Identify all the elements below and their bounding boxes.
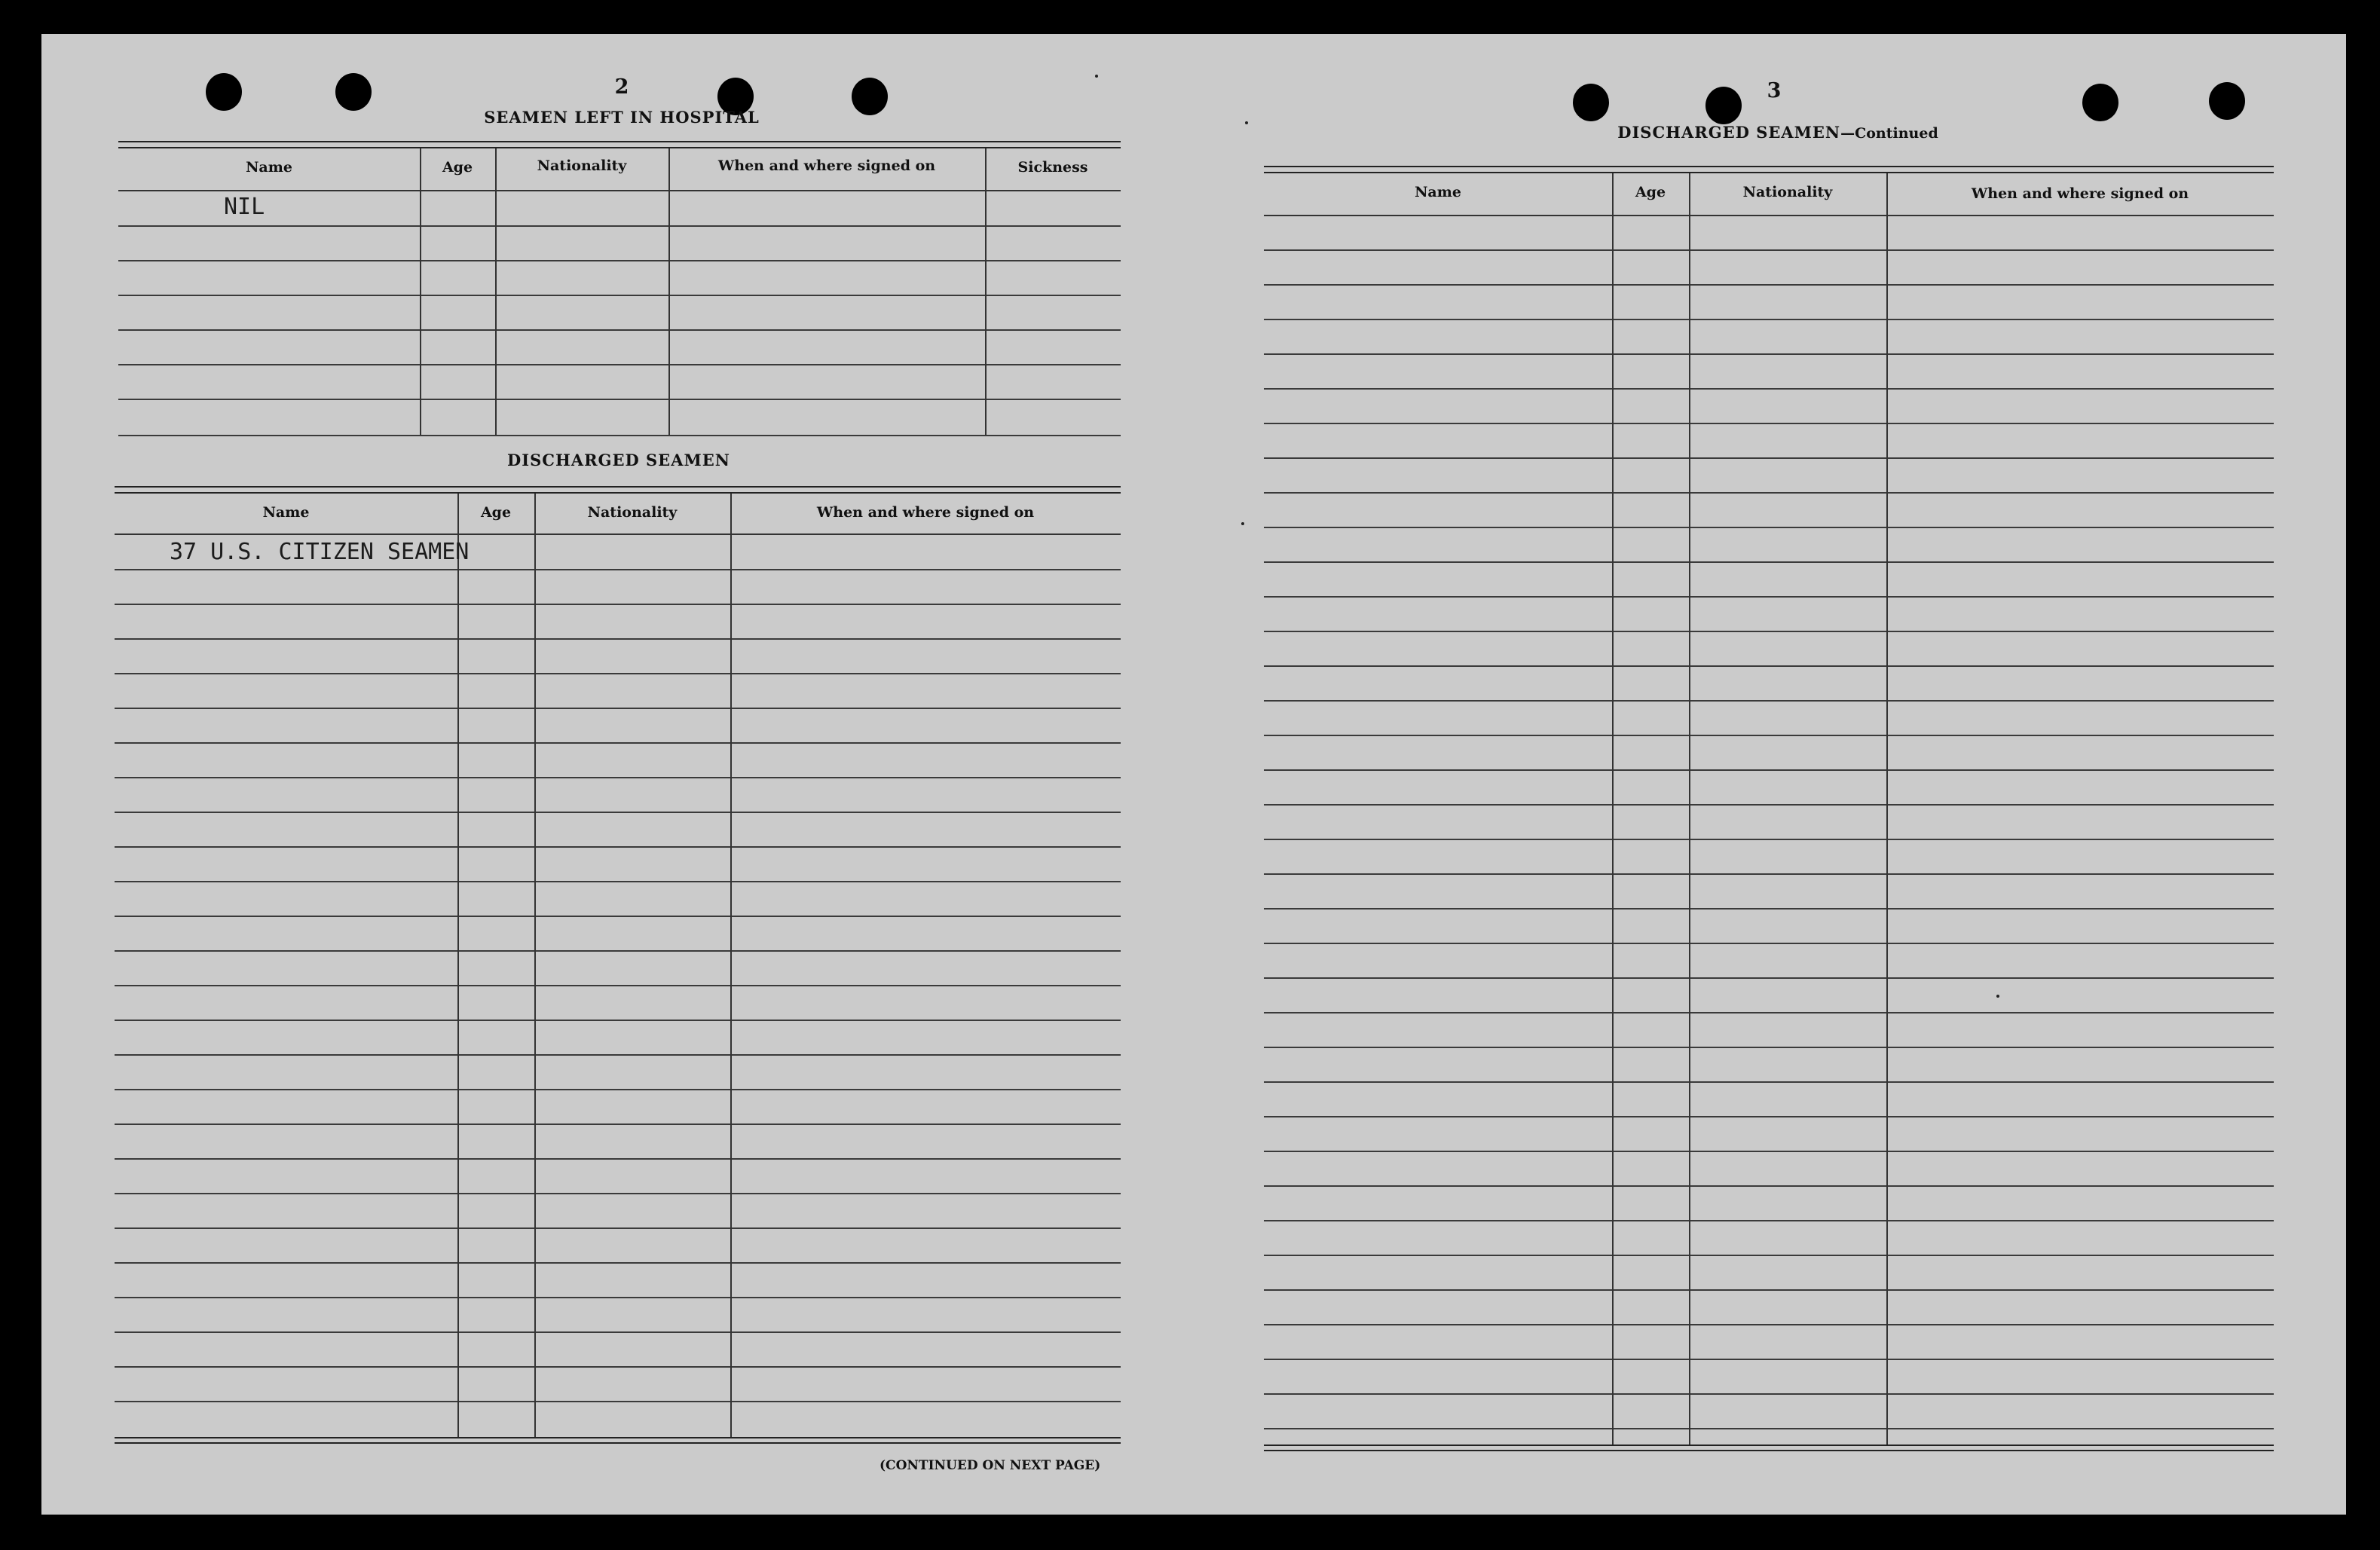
column-header-age: Age — [442, 159, 473, 176]
table-row — [115, 604, 1121, 605]
table-row — [115, 1124, 1121, 1125]
punch-hole — [2209, 82, 2245, 120]
table-header-rule — [1264, 215, 2274, 216]
table-row — [1264, 665, 2274, 667]
punch-hole — [206, 73, 242, 111]
table-row — [1264, 1324, 2274, 1325]
column-divider — [1689, 173, 1690, 1445]
table-row — [118, 329, 1121, 331]
table-row — [115, 1193, 1121, 1194]
column-divider — [730, 494, 732, 1437]
table-row — [1264, 908, 2274, 910]
table-row — [1264, 873, 2274, 875]
table-row — [1264, 1428, 2274, 1429]
table-row — [1264, 561, 2274, 563]
column-header-name: Name — [246, 159, 292, 176]
table-row — [115, 1020, 1121, 1021]
table-row — [1264, 735, 2274, 736]
punch-hole — [852, 78, 888, 115]
table-row — [118, 225, 1121, 227]
table-row — [1264, 1289, 2274, 1291]
column-header-signed-on: When and where signed on — [717, 157, 936, 174]
column-header-signed-on: When and where signed on — [816, 504, 1035, 521]
table-row — [1264, 423, 2274, 424]
punch-hole — [335, 73, 372, 111]
right-section-title-main: DISCHARGED SEAMEN — [1617, 123, 1841, 142]
table-row — [115, 1401, 1121, 1402]
hospital-section-title: SEAMEN LEFT IN HOSPITAL — [484, 108, 760, 127]
table-row — [1264, 839, 2274, 840]
table-row — [115, 1262, 1121, 1264]
left-page-number: 2 — [614, 75, 629, 99]
table-row — [1264, 596, 2274, 598]
table-row — [115, 846, 1121, 848]
table-row — [1264, 492, 2274, 494]
table-row — [115, 1297, 1121, 1298]
table-row — [1264, 388, 2274, 390]
table-row — [1264, 353, 2274, 355]
table-row — [115, 1331, 1121, 1333]
table-row — [1264, 1116, 2274, 1117]
table-row — [115, 881, 1121, 882]
column-header-nationality: Nationality — [537, 157, 627, 174]
table-row — [115, 985, 1121, 986]
paper-speck — [1241, 522, 1244, 525]
column-divider — [985, 148, 987, 435]
table-bottom-rule — [1264, 1445, 2274, 1451]
right-page-number: 3 — [1767, 79, 1782, 102]
paper-speck — [1095, 75, 1098, 78]
continued-note: (CONTINUED ON NEXT PAGE) — [879, 1458, 1101, 1473]
table-row — [1264, 284, 2274, 286]
table-row — [118, 399, 1121, 400]
table-top-rule — [1264, 166, 2274, 173]
table-header-rule — [115, 533, 1121, 535]
table-row — [1264, 700, 2274, 702]
table-row — [1264, 1047, 2274, 1048]
table-row — [115, 673, 1121, 674]
table-row — [118, 295, 1121, 296]
column-divider — [495, 148, 497, 435]
table-row — [115, 1089, 1121, 1090]
table-row — [1264, 804, 2274, 806]
table-row — [115, 812, 1121, 813]
table-row — [1264, 1255, 2274, 1256]
table-row — [1264, 1081, 2274, 1083]
discharged-entry: 37 U.S. CITIZEN SEAMEN — [170, 539, 470, 565]
table-row — [1264, 943, 2274, 944]
punch-hole — [1573, 84, 1609, 121]
column-header-nationality: Nationality — [1742, 184, 1833, 200]
column-header-signed-on: When and where signed on — [1971, 185, 2189, 202]
table-row — [1264, 631, 2274, 632]
table-top-rule — [115, 486, 1121, 494]
paper-speck — [1245, 121, 1248, 124]
table-row — [118, 435, 1121, 436]
discharged-table-right — [1264, 166, 2274, 1492]
column-header-name: Name — [262, 504, 310, 521]
column-header-nationality: Nationality — [587, 504, 678, 521]
punch-hole — [2082, 84, 2118, 121]
table-row — [1264, 769, 2274, 771]
column-divider — [1612, 173, 1614, 1445]
hospital-table — [118, 141, 1121, 478]
table-row — [115, 950, 1121, 952]
table-row — [1264, 1393, 2274, 1395]
table-row — [115, 1366, 1121, 1368]
table-row — [115, 916, 1121, 917]
table-row — [1264, 527, 2274, 528]
table-row — [1264, 249, 2274, 251]
table-row — [1264, 1220, 2274, 1221]
table-row — [1264, 319, 2274, 320]
column-divider — [420, 148, 421, 435]
table-row — [1264, 977, 2274, 979]
table-row — [115, 1227, 1121, 1229]
column-header-name: Name — [1415, 184, 1461, 200]
table-row — [1264, 1151, 2274, 1152]
table-bottom-rule — [115, 1437, 1121, 1444]
table-header-rule — [118, 190, 1121, 191]
discharged-table-left — [115, 486, 1121, 1484]
table-row — [1264, 1012, 2274, 1013]
column-divider — [668, 148, 670, 435]
table-row — [115, 708, 1121, 709]
table-row — [115, 1054, 1121, 1056]
table-row — [115, 1158, 1121, 1160]
table-row — [118, 260, 1121, 261]
manifest-sheet — [41, 34, 2346, 1515]
right-section-title-suffix: —Continued — [1840, 125, 1938, 142]
table-row — [1264, 457, 2274, 459]
column-divider — [1886, 173, 1888, 1445]
table-row — [118, 364, 1121, 365]
column-header-sickness: Sickness — [1017, 159, 1088, 176]
column-header-age: Age — [1635, 184, 1666, 200]
table-row — [115, 569, 1121, 570]
right-section-title — [1617, 123, 1938, 142]
column-divider — [457, 494, 459, 1437]
table-row — [1264, 1185, 2274, 1187]
table-row — [115, 777, 1121, 778]
table-row — [115, 742, 1121, 744]
discharged-section-title: DISCHARGED SEAMEN — [507, 451, 730, 469]
table-row — [1264, 1359, 2274, 1360]
column-header-age: Age — [480, 504, 512, 521]
column-divider — [534, 494, 536, 1437]
table-row — [115, 638, 1121, 640]
hospital-entry-nil: NIL — [224, 194, 265, 220]
punch-hole — [1705, 87, 1742, 124]
